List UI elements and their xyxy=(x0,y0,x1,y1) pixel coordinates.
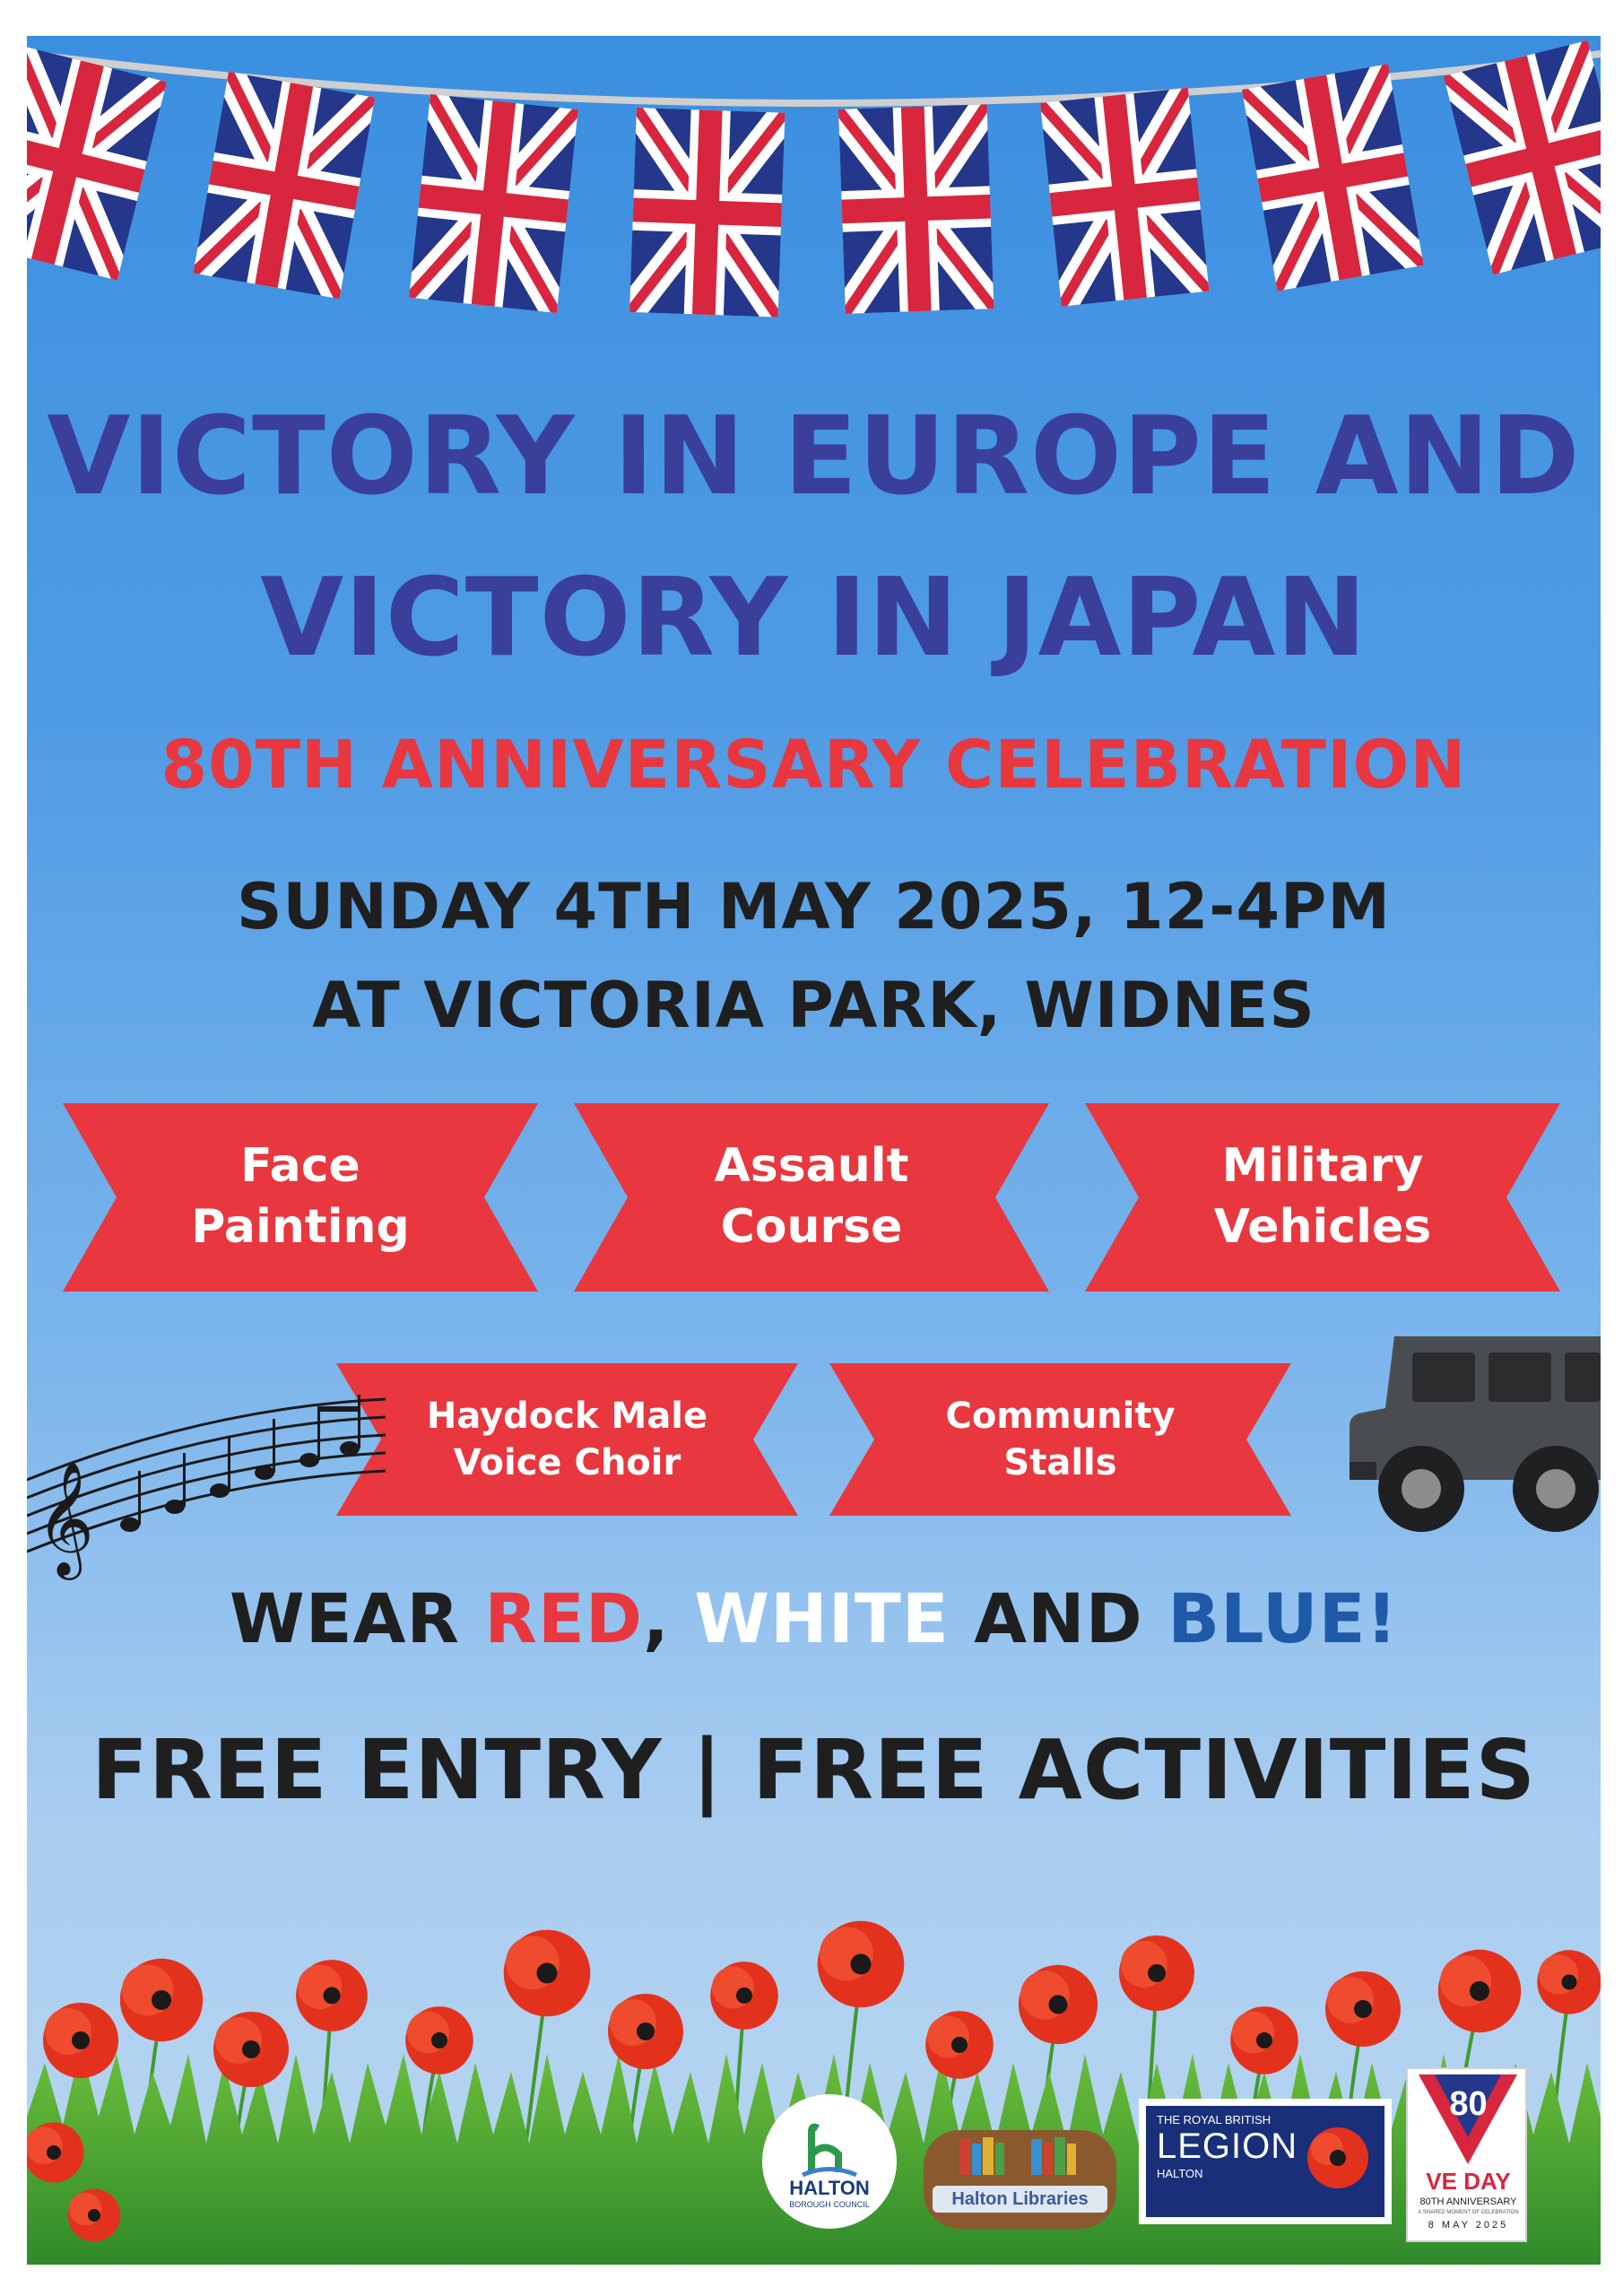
bookshelf-icon xyxy=(924,2121,1116,2229)
ve-day-anniversary: 80TH ANNIVERSARY xyxy=(1419,2196,1517,2207)
halton-libraries-name: Halton Libraries xyxy=(933,2186,1107,2213)
event-date: SUNDAY 4TH MAY 2025, 12-4PM xyxy=(237,870,1391,944)
dress-code-red: RED xyxy=(484,1578,643,1658)
activity-label: Haydock Male xyxy=(426,1396,708,1437)
activity-label: Stalls xyxy=(1003,1442,1117,1483)
halton-libraries-logo xyxy=(924,2121,1116,2229)
dress-code-and: AND xyxy=(949,1578,1168,1658)
halton-h-icon xyxy=(798,2123,861,2177)
activity-label: Voice Choir xyxy=(453,1442,681,1483)
ve-day-number: 80 xyxy=(1449,2085,1488,2123)
activity-community-stalls xyxy=(829,1363,1291,1516)
activity-military-vehicles xyxy=(1085,1103,1560,1292)
ve-day-80-logo xyxy=(1406,2067,1527,2242)
activity-assault-course xyxy=(574,1103,1049,1292)
dress-code-white: WHITE xyxy=(694,1578,950,1658)
subtitle: 80TH ANNIVERSARY CELEBRATION xyxy=(161,726,1467,804)
event-location: AT VICTORIA PARK, WIDNES xyxy=(312,969,1315,1042)
legion-name: LEGION xyxy=(1157,2126,1298,2166)
dress-code xyxy=(27,1578,1601,1658)
free-entry-banner: FREE ENTRY | FREE ACTIVITIES xyxy=(91,1722,1536,1818)
activity-label: Assault xyxy=(714,1139,909,1194)
union-jack-bunting xyxy=(27,36,1601,377)
ve-day-date: 8 MAY 2025 xyxy=(1428,2220,1509,2231)
halton-council-logo xyxy=(762,2094,897,2229)
title-line-2: VICTORY IN JAPAN xyxy=(260,556,1367,681)
dress-code-prefix: WEAR xyxy=(229,1578,485,1658)
music-staff-icon xyxy=(27,1372,386,1587)
activity-label: Course xyxy=(720,1200,903,1254)
activity-label: Military xyxy=(1221,1139,1424,1194)
royal-british-legion-logo xyxy=(1139,2099,1392,2224)
ve-day-tagline: A SHARED MOMENT OF CELEBRATION xyxy=(1418,2210,1519,2215)
activity-label: Community xyxy=(945,1396,1176,1437)
activity-label: Face xyxy=(240,1139,360,1194)
activity-label: Painting xyxy=(191,1200,410,1254)
dress-code-comma: , xyxy=(642,1578,695,1658)
svg-text:𝄞: 𝄞 xyxy=(36,1460,95,1575)
ve-day-name: VE DAY xyxy=(1426,2168,1511,2195)
poppy-icon xyxy=(1302,2122,1374,2194)
dress-code-blue: BLUE! xyxy=(1167,1578,1399,1658)
halton-name: HALTON xyxy=(789,2177,870,2199)
land-rover-icon xyxy=(1341,1327,1601,1543)
legion-sub: HALTON xyxy=(1157,2167,1203,2180)
activity-label: Vehicles xyxy=(1213,1200,1432,1254)
activity-face-painting xyxy=(63,1103,538,1292)
title-line-1: VICTORY IN EUROPE AND xyxy=(47,395,1581,519)
halton-sub: BOROUGH COUNCIL xyxy=(789,2200,870,2209)
poster xyxy=(27,36,1601,2265)
activity-haydock-male-voice-choir xyxy=(336,1363,798,1516)
legion-top-text: THE ROYAL BRITISH xyxy=(1157,2113,1271,2126)
